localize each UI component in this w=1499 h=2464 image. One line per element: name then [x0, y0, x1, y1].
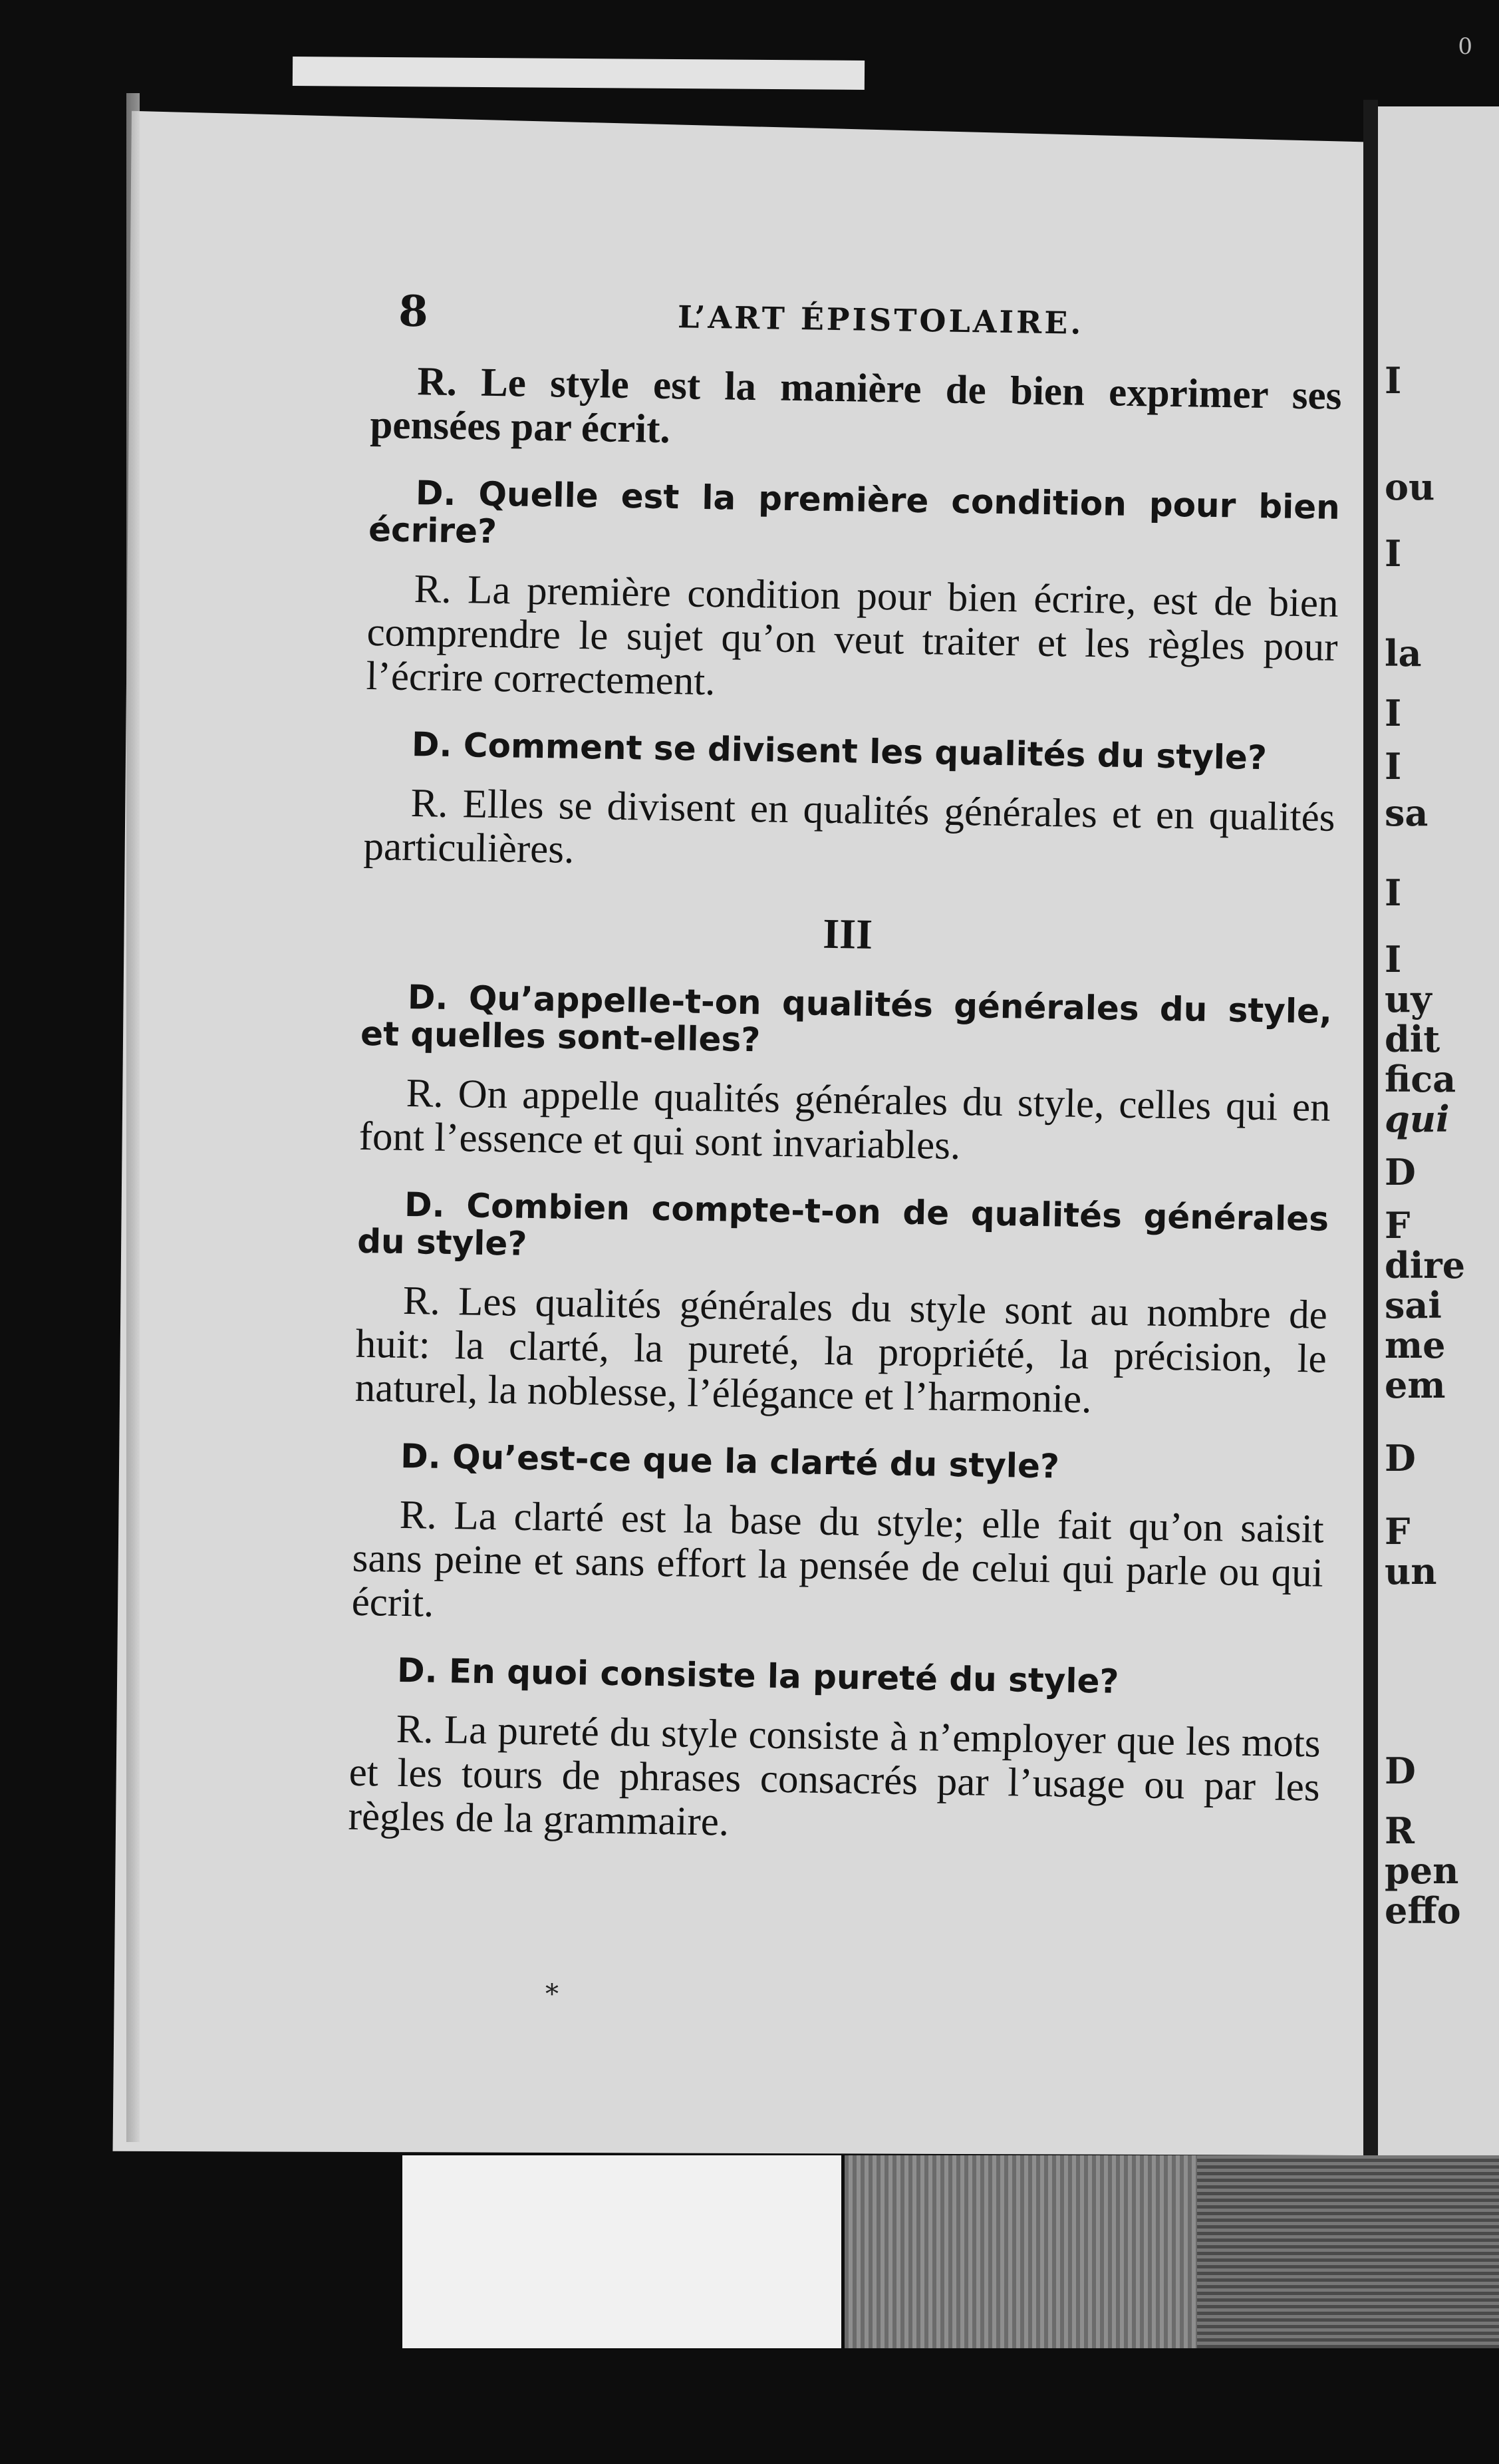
answer-paragraph: R. Les qualités générales du style sont au nombre de huit: la clarté, la pureté, la propriété, la précision, le naturel, la noblesse, l’élégance et l’harmonie.: [354, 1278, 1328, 1422]
answer-paragraph: R. On appelle qualités générales du style, celles qui en font l’essence et qui sont invariables.: [358, 1070, 1331, 1169]
answer-paragraph: R. Elles se divisent en qualités générales et en qualités particulières.: [363, 781, 1335, 872]
adjacent-fragment: I: [1385, 745, 1402, 788]
adjacent-fragment: un: [1385, 1550, 1437, 1593]
page-header: [371, 279, 1343, 375]
scan-corner-mark: 0: [1458, 33, 1472, 60]
question-paragraph: D. Qu’appelle-t-on qualités générales du style, et quelles sont-elles?: [360, 977, 1333, 1060]
adjacent-fragment: uy: [1385, 978, 1432, 1020]
adjacent-fragment: D: [1385, 1151, 1416, 1193]
scan-bottom-white-area: [402, 2155, 841, 2348]
page-number: 8: [398, 286, 429, 337]
page-edge-shadow: [126, 93, 140, 2142]
adjacent-fragment: I: [1385, 692, 1402, 734]
question-paragraph: D. Combien compte-t-on de qualités générales du style?: [356, 1185, 1329, 1263]
adjacent-fragment: effo: [1385, 1889, 1461, 1932]
question-paragraph: D. Quelle est la première condition pour bien écrire?: [368, 474, 1341, 551]
paper-strip: [293, 57, 865, 90]
adjacent-fragment: dit: [1385, 1018, 1440, 1060]
adjacent-fragment: F: [1385, 1204, 1411, 1247]
adjacent-fragment: fica: [1385, 1058, 1456, 1100]
adjacent-fragment: D: [1385, 1437, 1416, 1479]
adjacent-fragment: pen: [1385, 1849, 1459, 1892]
adjacent-page: [1378, 106, 1499, 2155]
answer-paragraph: R. La pureté du style consiste à n’employer que les mots et les tours de phrases consacrés par l’usage ou par les règles de la grammaire.: [348, 1706, 1321, 1845]
adjacent-fragment: F: [1385, 1510, 1411, 1553]
running-title: L’ART ÉPISTOLAIRE.: [677, 299, 1084, 341]
answer-paragraph: R. Le style est la manière de bien exprimer ses pensées par écrit.: [370, 359, 1342, 452]
question-paragraph: D. Comment se divisent les qualités du style?: [411, 725, 1268, 778]
adjacent-fragment: dire: [1385, 1244, 1466, 1287]
adjacent-fragment: I: [1385, 871, 1402, 914]
question-paragraph: D. Qu’est-ce que la clarté du style?: [400, 1436, 1060, 1486]
adjacent-fragment: sa: [1385, 792, 1429, 834]
section-heading: III: [822, 909, 873, 958]
adjacent-fragment: I: [1385, 532, 1402, 575]
adjacent-fragment: D: [1385, 1750, 1416, 1792]
answer-paragraph: R. La première condition pour bien écrire, est de bien comprendre le sujet qu’on veut traiter et les règles pour l’écrire correctement.: [366, 567, 1339, 704]
adjacent-fragment: ou: [1385, 466, 1435, 508]
adjacent-fragment: I: [1385, 359, 1402, 402]
adjacent-fragment: I: [1385, 938, 1402, 981]
scan-bottom-texture-dark: [1197, 2155, 1499, 2348]
adjacent-fragment: la: [1385, 632, 1422, 675]
adjacent-fragment: em: [1385, 1364, 1446, 1406]
book-spine: [1363, 100, 1378, 2169]
adjacent-fragment: sai: [1385, 1284, 1442, 1326]
answer-paragraph: R. La clarté est la base du style; elle fait qu’on saisit sans peine et sans effort la pensée de celui qui parle ou qui écrit.: [351, 1492, 1325, 1626]
adjacent-fragment: qui: [1385, 1098, 1450, 1140]
adjacent-fragment: me: [1385, 1324, 1446, 1366]
adjacent-fragment: R: [1385, 1809, 1415, 1852]
question-paragraph: D. En quoi consiste la pureté du style?: [396, 1650, 1119, 1701]
page-text: [348, 279, 1343, 1881]
footer-asterisk: *: [545, 1979, 559, 2010]
